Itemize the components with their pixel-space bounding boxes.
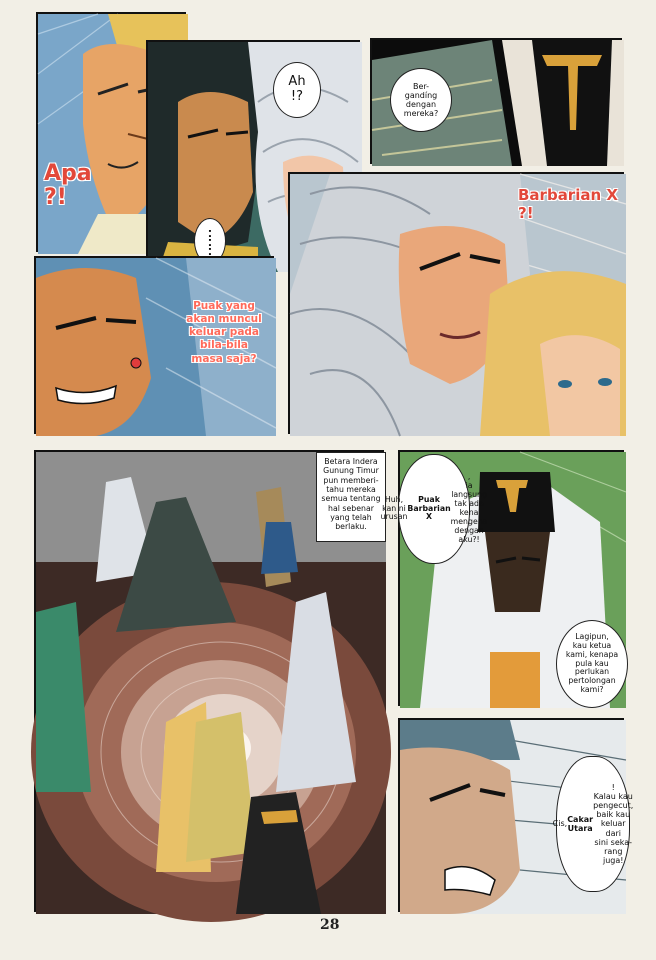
- speech-bubble-lagipun: Lagipun, kau ketua kami, kenapa pula kau perlukan pertolongan kami?: [556, 620, 628, 708]
- panel-9: [398, 718, 634, 912]
- panel-7: [34, 450, 384, 912]
- speech-bubble-ellipsis: : : :: [194, 218, 226, 264]
- speech-bubble-bergandingan: Ber- gandíng dengan mereka?: [390, 68, 452, 132]
- panel-3: [370, 38, 622, 164]
- speech-bubble-huh: [380, 454, 488, 564]
- page-number: 28: [320, 917, 340, 933]
- panel-4: [288, 172, 624, 434]
- bubble-cis-pre: Cis,: [552, 819, 568, 829]
- bubble-huh-post: , ia langsung tak ada kena mengena dengan aku?!: [450, 472, 488, 544]
- caption-puak-yang: Puak yang akan muncul keluar pada bila-bila masa saja?: [186, 300, 262, 365]
- speech-bubble-cis: [552, 756, 634, 892]
- panel-8: [380, 450, 624, 706]
- speech-bubble-ah: Ah !?: [273, 62, 321, 118]
- panel-5: [34, 256, 274, 434]
- bubble-huh-pre: Huh, kan ni urusan: [380, 494, 408, 522]
- bubble-cis-post: ! Kalau kau pengecut, baik kau keluar dari sini seka- rang juga!: [593, 782, 634, 866]
- sfx-apa: Apa ?!: [44, 161, 92, 211]
- sfx-barbarian-x: Barbarian X ?!: [518, 186, 618, 222]
- bubble-huh-bold: Puak Barbarian X: [407, 494, 451, 522]
- narration-box-betara: Betara Indera Gunung Timur pun memberi- tahu mereka semua tentang hal sebenar yang telah berlaku.: [316, 452, 386, 542]
- bubble-cis-bold: Cakar Utara: [567, 814, 594, 833]
